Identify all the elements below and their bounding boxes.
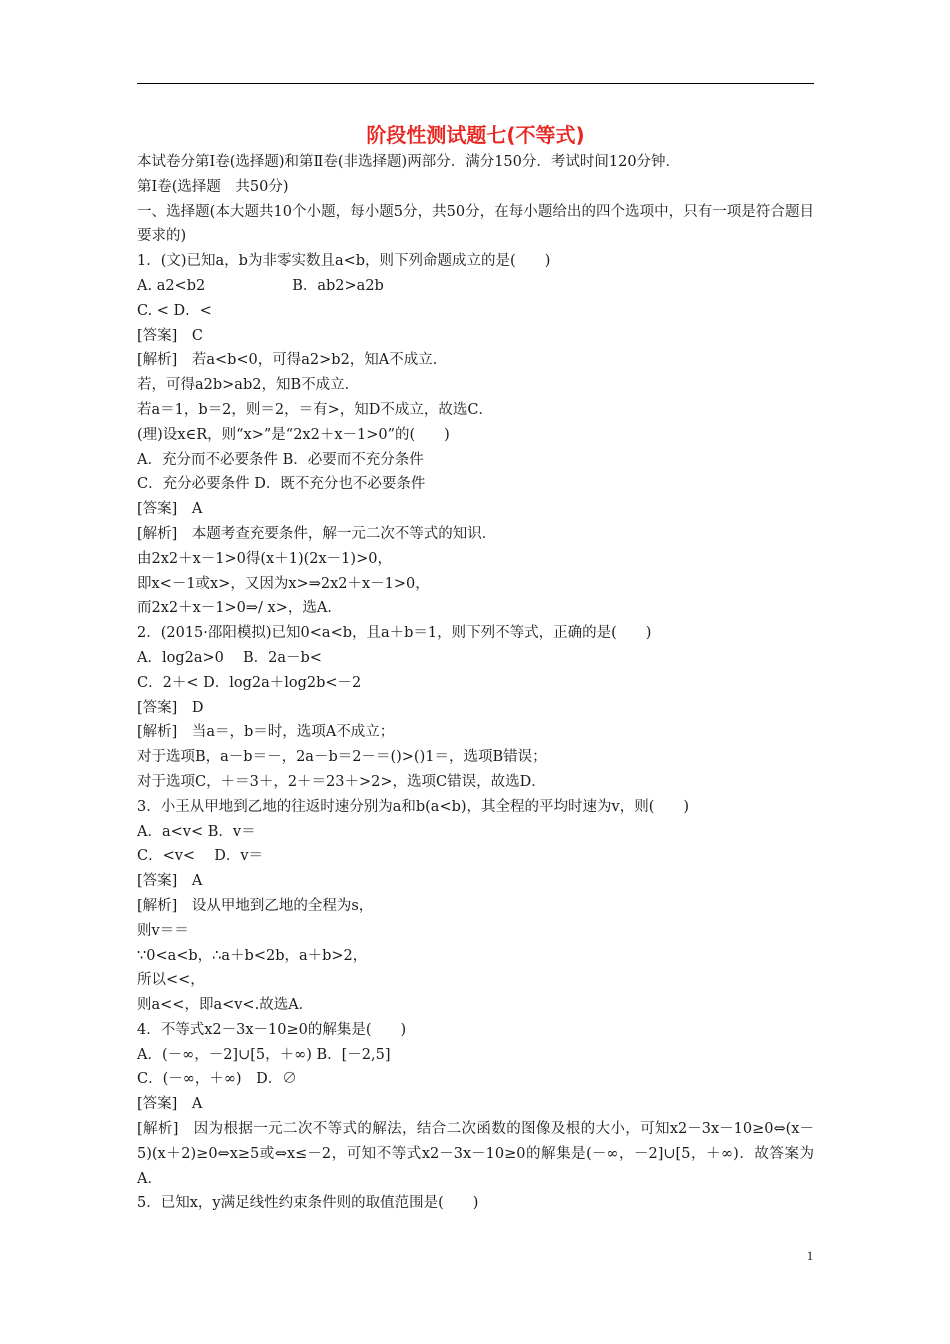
text-line: 则v＝＝: [137, 922, 189, 939]
answer-line: [答案] D: [137, 699, 204, 716]
option-line: C. < D．<: [137, 302, 212, 319]
text-line: 第Ⅰ卷(选择题 共50分): [137, 178, 289, 195]
text-line: 所以<<，: [137, 972, 205, 989]
analysis-line: [解析] 本题考查充要条件，解一元二次不等式的知识．: [137, 525, 497, 542]
text-line: 则a<<，即a<v<.故选A．: [137, 997, 314, 1014]
question-line: 5．已知x，y满足线性约束条件则的取值范围是( ): [137, 1195, 479, 1212]
text-line: 而2x2＋x－1>0⇒/ x>，选A．: [137, 600, 342, 617]
question-line: 3．小王从甲地到乙地的往返时速分别为a和b(a<b)，其全程的平均时速为v，则( ): [137, 798, 690, 815]
document-body: [137, 150, 814, 1216]
text-line: 对于选项C，＋＝3＋，2＋＝23＋>2>，选项C错误，故选D．: [137, 773, 546, 790]
analysis-paragraph: [解析] 因为根据一元二次不等式的解法，结合二次函数的图像及根的大小，可知x2－3x－10≥0⇔(x－5)(x＋2)≥0⇔x≥5或⇔x≤－2，可知不等式x2－3x－10≥0的解集是(－∞，－2]∪[5，＋∞)．故答案为A．: [137, 1121, 814, 1187]
option-line: C．<v< D．v＝: [137, 848, 264, 865]
option-line: C．充分必要条件 D．既不充分也不必要条件: [137, 476, 426, 493]
option-line: C．2＋< D．log2a＋log2b<－2: [137, 674, 362, 691]
text-line: 对于选项B，a－b＝－，2a－b＝2－＝()>()1＝，选项B错误；: [137, 749, 547, 766]
page-number: 1: [806, 1248, 814, 1263]
option-line: A. a2<b2 B．ab2>a2b: [137, 277, 384, 294]
analysis-line: [解析] 若a<b<0，可得a2>b2，知A不成立．: [137, 352, 448, 369]
answer-line: [答案] A: [137, 501, 203, 518]
analysis-line: [解析] 设从甲地到乙地的全程为s，: [137, 897, 374, 914]
text-line: 若a＝1，b＝2，则＝2，＝有>，知D不成立，故选C．: [137, 401, 493, 418]
text-line: 本试卷分第Ⅰ卷(选择题)和第Ⅱ卷(非选择题)两部分．满分150分．考试时间120分钟．: [137, 154, 681, 170]
option-line: A．(－∞，－2]∪[5，＋∞) B．[－2,5]: [137, 1046, 391, 1063]
question-line: 4．不等式x2－3x－10≥0的解集是( ): [137, 1021, 407, 1038]
text-line: 若，可得a2b>ab2，知B不成立．: [137, 377, 360, 394]
analysis-line: [解析] 当a＝，b＝时，选项A不成立；: [137, 724, 395, 741]
option-line: A．log2a>0 B．2a－b<: [137, 649, 322, 666]
answer-line: [答案] A: [137, 873, 203, 890]
text-line: ∵0<a<b，∴a＋b<2b，a＋b>2，: [137, 947, 368, 964]
document-title: 阶段性测试题七(不等式): [366, 123, 585, 147]
option-line: A．充分而不必要条件 B．必要而不充分条件: [137, 451, 424, 468]
answer-line: [答案] C: [137, 327, 203, 344]
text-line: 由2x2＋x－1>0得(x＋1)(2x－1)>0，: [137, 550, 392, 567]
question-line: 1．(文)已知a，b为非零实数且a<b，则下列命题成立的是( ): [137, 253, 551, 270]
answer-line: [答案] A: [137, 1096, 203, 1113]
header-rule: [137, 83, 814, 84]
option-line: A．a<v< B．v＝: [137, 823, 256, 840]
question-line: 2．(2015·邵阳模拟)已知0<a<b，且a＋b＝1，则下列不等式，正确的是( ): [137, 625, 652, 642]
text-line: 即x<－1或x>，又因为x>⇒2x2＋x－1>0，: [137, 575, 430, 592]
question-line: (理)设x∈R，则“x>”是“2x2＋x－1>0”的( ): [137, 426, 450, 443]
text-paragraph: 一、选择题(本大题共10个小题，每小题5分，共50分，在每小题给出的四个选项中，只有一项是符合题目要求的): [137, 203, 814, 245]
option-line: C．(－∞，＋∞) D．∅: [137, 1071, 297, 1088]
